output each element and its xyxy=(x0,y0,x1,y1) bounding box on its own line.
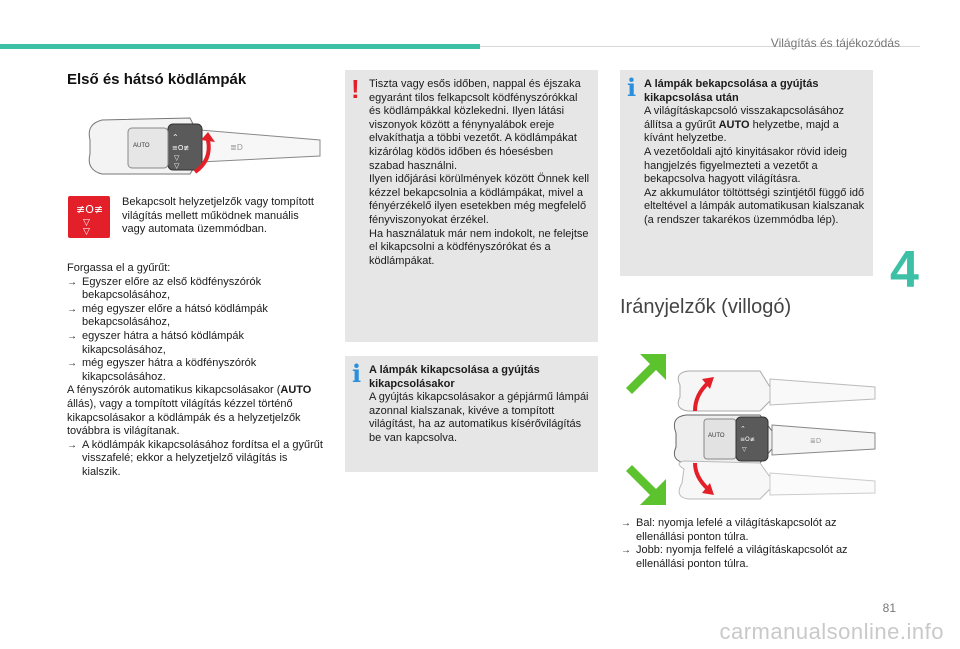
chapter-number: 4 xyxy=(890,241,919,299)
section-title-fog-lamps: Első és hátsó ködlámpák xyxy=(67,71,247,88)
arrow-left-icon xyxy=(622,463,668,509)
auto-paragraph: A fényszórók automatikus kikapcsolásakor (AUTO állás), vagy a tompított világítás kézzel történő kikapcsolásakor a ködlámpák és a helyzetjelzők továbbra is világítanak. xyxy=(67,384,312,438)
svg-text:▽: ▽ xyxy=(83,218,90,228)
list-item: → Jobb: nyomja felfelé a világításkapcsolót az ellenállási ponton túlra. xyxy=(621,544,877,571)
turn-ring-text: Forgassa el a gyűrűt: xyxy=(67,262,171,274)
info-box-title: A lámpák bekapcsolása a gyújtás kikapcsolása után xyxy=(644,78,819,104)
list-item: → egyszer hátra a hátsó ködlámpák kikapcsolásához, xyxy=(67,330,323,357)
page-number: 81 xyxy=(882,601,896,615)
section-title-turn-signals: Irányjelzők (villogó) xyxy=(620,296,792,318)
list-item: → még egyszer hátra a ködfényszórók kikapcsolásához. xyxy=(67,357,323,384)
info-box-ignition-off xyxy=(345,356,598,472)
info-box-text: A gyújtás kikapcsolásakor a gépjármű lámpái azonnal kialszanak, kivéve a tompított világítást, ha az automatikus kísérővilágítás be van kapcsolva. xyxy=(369,391,589,444)
info-box-text: A világításkapcsoló visszakapcsolásához állítsa a gyűrűt AUTO helyzetbe, majd a kívánt helyzetbe. A vezetőoldali ajtó kinyitásakor rövid ideig hangjelzés figyelmezteti a vezetőt a bekapcsolva hagyott világításra. Az akkumulátor töltöttségi szintjétől függő idő elteltével a lámpák automatikusan kialszanak (a rendszer takarékos üzemmódba lép). xyxy=(644,105,865,226)
list-item: → Bal: nyomja lefelé a világításkapcsolót az ellenállási ponton túlra. xyxy=(621,517,877,544)
svg-text:≢O≢: ≢O≢ xyxy=(76,203,104,216)
watermark: carmanualsonline.info xyxy=(719,619,944,644)
svg-text:▽: ▽ xyxy=(174,154,180,162)
svg-text:⌃: ⌃ xyxy=(172,133,179,142)
fog-lamp-stalk-illustration xyxy=(80,110,325,185)
svg-text:≣D: ≣D xyxy=(810,437,822,445)
stalk-auto-label: AUTO xyxy=(708,433,725,439)
info-box-title: A lámpák kikapcsolása a gyújtás kikapcsolásakor xyxy=(369,364,540,390)
svg-text:▽: ▽ xyxy=(83,227,90,237)
fog-lamp-instructions xyxy=(67,262,323,480)
list-item: → A ködlámpák kikapcsolásához fordítsa el a gyűrűt visszafelé; ekkor a helyzetjelző világítás is kialszik. xyxy=(67,439,323,480)
stalk-auto-label: AUTO xyxy=(133,143,150,149)
warning-box xyxy=(345,70,598,342)
svg-text:▽: ▽ xyxy=(742,446,747,453)
arrow-right-icon xyxy=(622,350,668,396)
fog-lamp-icon-note: Bekapcsolt helyzetjelzők vagy tompított világítás mellett működnek manuális vagy automata üzemmódban. xyxy=(122,196,314,236)
list-item: → Egyszer előre az első ködfényszórók bekapcsolásához, xyxy=(67,276,323,303)
chapter-title: Világítás és tájékozódás xyxy=(770,36,900,50)
svg-text:≡O≢: ≡O≢ xyxy=(172,144,190,152)
info-box-after-ignition xyxy=(620,70,873,276)
warning-icon: ! xyxy=(351,74,360,104)
svg-text:▽: ▽ xyxy=(174,162,180,170)
svg-text:≡O≢: ≡O≢ xyxy=(740,436,755,443)
header-accent-bar xyxy=(0,44,480,49)
svg-text:≣D: ≣D xyxy=(230,143,243,152)
info-icon: i xyxy=(627,73,637,102)
svg-text:⌃: ⌃ xyxy=(740,425,746,433)
list-item: → még egyszer előre a hátsó ködlámpák bekapcsolásához, xyxy=(67,303,323,330)
warning-text: Tiszta vagy esős időben, nappal és éjszaka egyaránt tilos felkapcsolt ködfényszórókkal és ködlámpákkal közlekedni. Ilyen látási viszonyok között a fénynyalábok ereje elvakíthatja a többi vezetőt. A ködlámpákat kizárólag ködös időben és hóesésben szabad használni. Ilyen időjárási körülmények között Önnek kell kézzel bekapcsolnia a ködlámpákat, mivel a fényérzékelő ilyen esetekben még megfelelő fényviszonyokat érzékel. Ha használatuk már nem indokolt, ne felejtse el kikapcsolni a ködfényszórókat és a ködlámpákat. xyxy=(369,78,590,267)
info-icon: i xyxy=(352,359,362,388)
fog-lamp-warning-icon xyxy=(68,196,110,238)
turn-signal-stalk-illustration xyxy=(670,365,880,505)
turn-signal-instructions xyxy=(621,517,877,571)
